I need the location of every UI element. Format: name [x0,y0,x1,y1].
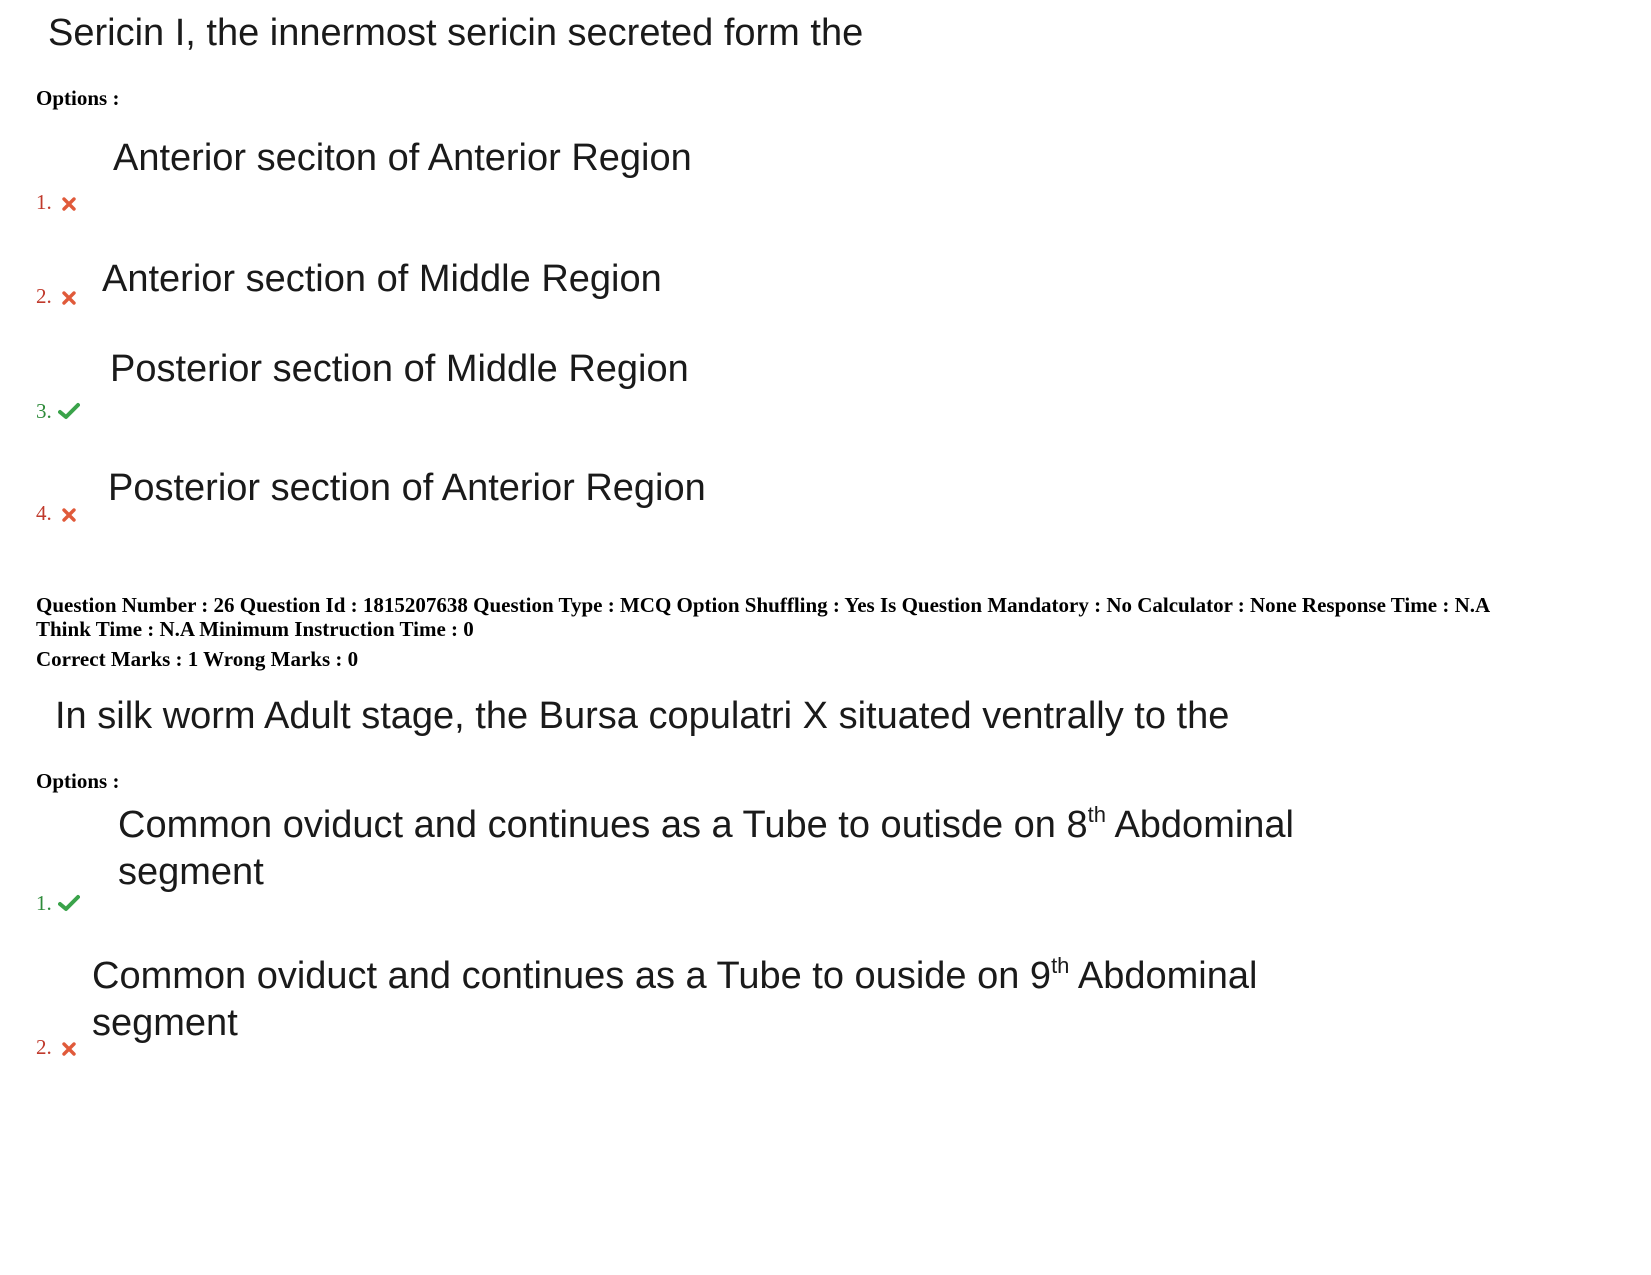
cross-icon [62,1037,76,1061]
option-text [118,804,1294,894]
cross-icon [62,192,76,216]
option-text [92,955,1257,1045]
question-26-text: In silk worm Adult stage, the Bursa copulatri X situated ventrally to the [55,695,1230,737]
options-label: Options : [36,769,120,793]
superscript: th [1051,953,1070,978]
option-number [36,891,80,917]
option-number-label: 1. [36,190,52,214]
cross-icon [62,503,76,527]
option-number-label: 3. [36,399,52,423]
option-number-label: 2. [36,284,52,308]
option-text-line2: segment [118,851,264,893]
option-text-line1-end: Abdominal [1105,804,1294,846]
option-number [36,399,80,425]
marks-line: Correct Marks : 1 Wrong Marks : 0 [36,647,359,671]
superscript: th [1087,802,1106,827]
option-number-label: 2. [36,1035,52,1059]
checkmark-icon [58,401,80,425]
options-label: Options : [36,86,120,110]
option-number [36,1035,76,1061]
checkmark-icon [58,893,80,917]
option-text-line2: segment [92,1002,238,1044]
cross-icon [62,286,76,310]
question-25-text: Sericin I, the innermost sericin secreted form the [48,12,864,54]
option-number-label: 1. [36,891,52,915]
option-text: Anterior section of Middle Region [102,258,662,300]
option-number [36,190,76,216]
option-number [36,501,76,527]
question-meta-line2: Think Time : N.A Minimum Instruction Time : 0 [36,617,474,641]
option-text-line1: Common oviduct and continues as a Tube to ouside on 9 [92,955,1052,997]
option-number [36,284,76,310]
option-text: Anterior seciton of Anterior Region [113,137,692,179]
option-text-line1: Common oviduct and continues as a Tube to outisde on 8 [118,804,1088,846]
option-text: Posterior section of Middle Region [110,348,689,390]
option-text: Posterior section of Anterior Region [108,467,706,509]
question-meta: Question Number : 26 Question Id : 1815207638 Question Type : MCQ Option Shuffling : Yes Is Question Mandatory : No Calculator : None Response Time : N.A [36,593,1491,617]
option-text-line1-end: Abdominal [1069,955,1258,997]
option-number-label: 4. [36,501,52,525]
